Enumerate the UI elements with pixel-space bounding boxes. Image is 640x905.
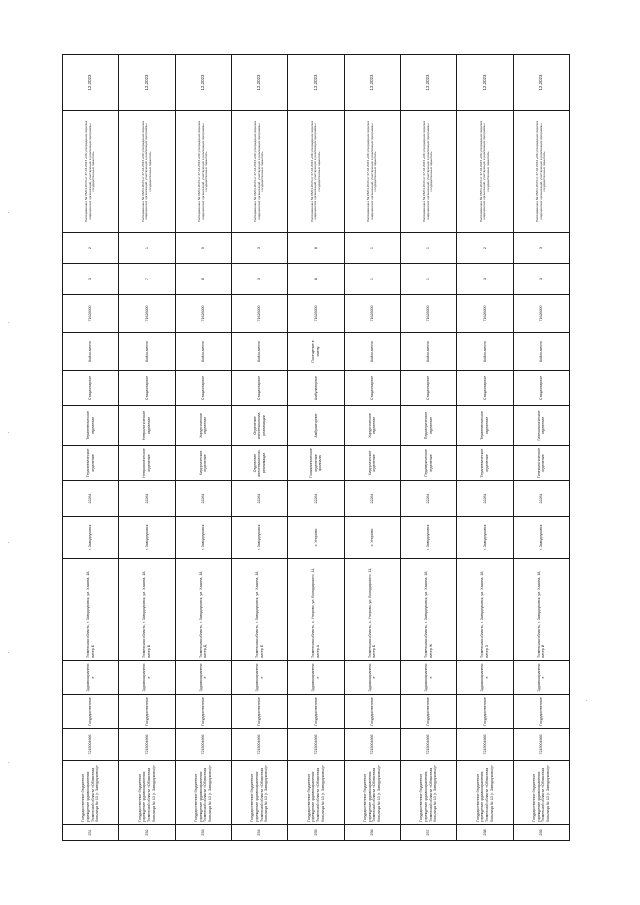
organization-name-cell: Государственное бюджетное учреждение здравоохранения Тюменской области «Областная больница № 13 (г. Заводоуковск)» [457, 761, 513, 825]
organization-name-cell: Государственное бюджетное учреждение здравоохранения Тюменской области «Областная больница № 13 (г. Заводоуковск)» [288, 761, 344, 825]
oktmo-code-cell: 71626000 [231, 295, 287, 333]
locality-cell: г. Заводоуковск [175, 517, 231, 559]
legal-basis-cell: Распоряжение № 05/04-2023 от 27.02.2023 «Об утверждении перечня медицинских организаций, участвующих в реализации программы государственных гарантий» [231, 111, 287, 233]
code-cell: 22264 [344, 481, 400, 517]
department-cell: Поликлиническое отделение филиала [288, 446, 344, 481]
measure-unit-cell: Койко-место [119, 333, 175, 371]
row-number-cell: 252 [119, 825, 175, 841]
organization-name-cell: Государственное бюджетное учреждение здравоохранения Тюменской области «Областная больница № 13 (г. Заводоуковск)» [119, 761, 175, 825]
inn-code-cell: 7215004666 [344, 729, 400, 761]
count-1-cell: 3 [231, 264, 287, 295]
oktmo-code-cell: 71626000 [400, 295, 456, 333]
activity-kind-cell: Здравоохранение [63, 661, 119, 695]
count-1-cell: 6 [175, 264, 231, 295]
scan-mark [8, 652, 9, 653]
address-cell: Тюменская область, г. Заводоуковск, ул. Хахина, 18, литер Е [231, 559, 287, 661]
period-cell: 12.2023 [288, 55, 344, 111]
inn-code-cell: 7215004666 [400, 729, 456, 761]
ownership-form-cell: Государственное [119, 695, 175, 729]
locality-cell: г. Заводоуковск [119, 517, 175, 559]
table-row [63, 55, 119, 841]
ownership-form-cell: Государственное [231, 695, 287, 729]
department-profile-cell: Отделение анестезиологии-реанимации [231, 406, 287, 446]
count-2-cell: 3 [513, 233, 569, 264]
period-cell: 12.2023 [513, 55, 569, 111]
oktmo-code-cell: 71626000 [175, 295, 231, 333]
inn-code-cell: 7215004666 [119, 729, 175, 761]
address-cell: Тюменская область, г. Заводоуковск, ул. Хахина, 18, литер З [457, 559, 513, 661]
period-cell: 12.2023 [400, 55, 456, 111]
count-1-cell: 7 [119, 264, 175, 295]
oktmo-code-cell: 71626000 [288, 295, 344, 333]
table-row [400, 55, 456, 841]
measure-unit-cell: Койко-место [231, 333, 287, 371]
table-row [457, 55, 513, 841]
legal-basis-cell: Распоряжение № 05/04-2023 от 27.02.2023 «Об утверждении перечня медицинских организаций, участвующих в реализации программы государственных гарантий» [400, 111, 456, 233]
inn-code-cell: 7215004666 [231, 729, 287, 761]
rotated-table-frame [62, 55, 570, 841]
activity-kind-cell: Здравоохранение [288, 661, 344, 695]
department-profile-cell: Гинекологическое отделение [513, 406, 569, 446]
oktmo-code-cell: 71626000 [119, 295, 175, 333]
table-row [231, 55, 287, 841]
department-cell: Хирургическое отделение [344, 446, 400, 481]
scan-mark [8, 762, 9, 763]
measure-unit-cell: Койко-место [400, 333, 456, 371]
period-cell: 12.2023 [175, 55, 231, 111]
code-cell: 22264 [63, 481, 119, 517]
row-number-cell: 254 [231, 825, 287, 841]
ownership-form-cell: Государственное [513, 695, 569, 729]
count-1-cell: 1 [344, 264, 400, 295]
count-2-cell: 0 [175, 233, 231, 264]
row-number-cell: 258 [457, 825, 513, 841]
count-2-cell: 2 [63, 233, 119, 264]
address-cell: Тюменская область, г. Заводоуковск, ул. Хахина, 18, литер И [513, 559, 569, 661]
inn-code-cell: 7215004666 [288, 729, 344, 761]
legal-basis-cell: Распоряжение № 05/04-2023 от 27.02.2023 «Об утверждении перечня медицинских организаций, участвующих в реализации программы государственных гарантий» [513, 111, 569, 233]
care-category-cell: Стационарное [175, 371, 231, 406]
code-cell: 22264 [400, 481, 456, 517]
oktmo-code-cell: 71626000 [63, 295, 119, 333]
address-cell: Тюменская область, г. Заводоуковск, ул. Хахина, 18, литер Д [175, 559, 231, 661]
count-2-cell: 8 [288, 233, 344, 264]
organization-name-cell: Государственное бюджетное учреждение здравоохранения Тюменской области «Областная больница № 13 (г. Заводоуковск)» [231, 761, 287, 825]
organization-name-cell: Государственное бюджетное учреждение здравоохранения Тюменской области «Областная больница № 13 (г. Заводоуковск)» [175, 761, 231, 825]
period-cell: 12.2023 [457, 55, 513, 111]
address-cell: Тюменская область, г. Заводоуковск, ул. Хахина, 18, литер Б [63, 559, 119, 661]
table-row [513, 55, 569, 841]
code-cell: 22264 [457, 481, 513, 517]
legal-basis-cell: Распоряжение № 05/04-2023 от 27.02.2023 «Об утверждении перечня медицинских организаций, участвующих в реализации программы государственных гарантий» [119, 111, 175, 233]
row-number-cell: 251 [63, 825, 119, 841]
department-profile-cell: Терапевтическое отделение [63, 406, 119, 446]
department-profile-cell: Терапевтическое отделение [457, 406, 513, 446]
locality-cell: г. Заводоуковск [400, 517, 456, 559]
activity-kind-cell: Здравоохранение [457, 661, 513, 695]
period-cell: 12.2023 [119, 55, 175, 111]
locality-cell: г. Заводоуковск [513, 517, 569, 559]
department-cell: Неврологическое отделение [119, 446, 175, 481]
organization-name-cell: Государственное бюджетное учреждение здравоохранения Тюменской области «Областная больница № 13 (г. Заводоуковск)» [400, 761, 456, 825]
locality-cell: г. Заводоуковск [63, 517, 119, 559]
count-1-cell: 3 [63, 264, 119, 295]
care-category-cell: Стационарное [119, 371, 175, 406]
period-cell: 12.2023 [344, 55, 400, 111]
code-cell: 22264 [119, 481, 175, 517]
oktmo-code-cell: 71626000 [457, 295, 513, 333]
ownership-form-cell: Государственное [288, 695, 344, 729]
table-row [119, 55, 175, 841]
department-cell: Терапевтическое отделение [457, 446, 513, 481]
care-category-cell: Стационарное [63, 371, 119, 406]
department-profile-cell: Неврологическое отделение [119, 406, 175, 446]
department-profile-cell: Хирургическое отделение [175, 406, 231, 446]
count-2-cell: 1 [119, 233, 175, 264]
inn-code-cell: 7215004666 [513, 729, 569, 761]
organization-name-cell: Государственное бюджетное учреждение здравоохранения Тюменской области «Областная больница № 13 (г. Заводоуковск)» [344, 761, 400, 825]
scan-mark [8, 432, 9, 433]
code-cell: 22264 [513, 481, 569, 517]
legal-basis-cell: Распоряжение № 05/04-2023 от 27.02.2023 «Об утверждении перечня медицинских организаций, участвующих в реализации программы государственных гарантий» [288, 111, 344, 233]
address-cell: Тюменская область, г. Заводоуковск, ул. Хахина, 18, литер Ж [400, 559, 456, 661]
activity-kind-cell: Здравоохранение [344, 661, 400, 695]
care-category-cell: Стационарное [457, 371, 513, 406]
legal-basis-cell: Распоряжение № 05/04-2023 от 27.02.2023 «Об утверждении перечня медицинских организаций, участвующих в реализации программы государственных гарантий» [457, 111, 513, 233]
care-category-cell: Стационарное [231, 371, 287, 406]
legal-basis-cell: Распоряжение № 05/04-2023 от 27.02.2023 «Об утверждении перечня медицинских организаций, участвующих в реализации программы государственных гарантий» [344, 111, 400, 233]
inn-code-cell: 7215004666 [175, 729, 231, 761]
count-1-cell: 8 [288, 264, 344, 295]
row-number-cell: 257 [400, 825, 456, 841]
care-category-cell: Стационарное [513, 371, 569, 406]
scan-mark [8, 212, 9, 213]
row-number-cell: 259 [513, 825, 569, 841]
ownership-form-cell: Государственное [457, 695, 513, 729]
care-category-cell: Стационарное [400, 371, 456, 406]
code-cell: 22264 [231, 481, 287, 517]
locality-cell: г. Заводоуковск [231, 517, 287, 559]
activity-kind-cell: Здравоохранение [400, 661, 456, 695]
row-number-cell: 253 [175, 825, 231, 841]
row-number-cell: 256 [344, 825, 400, 841]
department-cell: Хирургическое отделение [175, 446, 231, 481]
care-category-cell: Амбулаторное [288, 371, 344, 406]
locality-cell: с. Упорово [288, 517, 344, 559]
legal-basis-cell: Распоряжение № 05/04-2023 от 27.02.2023 «Об утверждении перечня медицинских организаций, участвующих в реализации программы государственных гарантий» [63, 111, 119, 233]
address-cell: Тюменская область, с. Упорово, ул. Володарского, 11, литер А [288, 559, 344, 661]
activity-kind-cell: Здравоохранение [119, 661, 175, 695]
inn-code-cell: 7215004666 [63, 729, 119, 761]
count-2-cell: 1 [344, 233, 400, 264]
period-cell: 12.2023 [63, 55, 119, 111]
measure-unit-cell: Койко-место [175, 333, 231, 371]
measure-unit-cell: Койко-место [344, 333, 400, 371]
department-profile-cell: Амбулаторное [288, 406, 344, 446]
department-cell: Педиатрическое отделение [400, 446, 456, 481]
department-cell: Терапевтическое отделение [63, 446, 119, 481]
table-row [288, 55, 344, 841]
code-cell: 22264 [175, 481, 231, 517]
count-2-cell: 1 [400, 233, 456, 264]
activity-kind-cell: Здравоохранение [231, 661, 287, 695]
address-cell: Тюменская область, г. Заводоуковск, ул. Хахина, 18, литер В [119, 559, 175, 661]
oktmo-code-cell: 71626000 [513, 295, 569, 333]
inn-code-cell: 7215004666 [457, 729, 513, 761]
measure-unit-cell: Койко-место [457, 333, 513, 371]
care-category-cell: Стационарное [344, 371, 400, 406]
count-2-cell: 2 [457, 233, 513, 264]
locality-cell: г. Заводоуковск [457, 517, 513, 559]
organization-name-cell: Государственное бюджетное учреждение здравоохранения Тюменской области «Областная больница № 13 (г. Заводоуковск)» [513, 761, 569, 825]
legal-basis-cell: Распоряжение № 05/04-2023 от 27.02.2023 «Об утверждении перечня медицинских организаций, участвующих в реализации программы государственных гарантий» [175, 111, 231, 233]
activity-kind-cell: Здравоохранение [513, 661, 569, 695]
locality-cell: с. Упорово [344, 517, 400, 559]
department-profile-cell: Педиатрическое отделение [400, 406, 456, 446]
table-row [344, 55, 400, 841]
measure-unit-cell: Койко-место [63, 333, 119, 371]
ownership-form-cell: Государственное [175, 695, 231, 729]
code-cell: 22264 [288, 481, 344, 517]
count-1-cell: 3 [513, 264, 569, 295]
registry-table [62, 54, 570, 841]
count-2-cell: 3 [231, 233, 287, 264]
scan-mark [8, 322, 9, 323]
department-cell: Отделение анестезиологии-реанимации [231, 446, 287, 481]
activity-kind-cell: Здравоохранение [175, 661, 231, 695]
scan-mark [8, 542, 9, 543]
count-1-cell: 3 [457, 264, 513, 295]
scan-mark [586, 700, 587, 701]
measure-unit-cell: Койко-место [513, 333, 569, 371]
row-number-cell: 255 [288, 825, 344, 841]
table-row [175, 55, 231, 841]
oktmo-code-cell: 71626000 [344, 295, 400, 333]
ownership-form-cell: Государственное [400, 695, 456, 729]
department-profile-cell: Хирургическое отделение [344, 406, 400, 446]
ownership-form-cell: Государственное [63, 695, 119, 729]
period-cell: 12.2023 [231, 55, 287, 111]
ownership-form-cell: Государственное [344, 695, 400, 729]
measure-unit-cell: Посещение в смену [288, 333, 344, 371]
address-cell: Тюменская область, с. Упорово, ул. Володарского, 11, литер Б [344, 559, 400, 661]
count-1-cell: 1 [400, 264, 456, 295]
organization-name-cell: Государственное бюджетное учреждение здравоохранения Тюменской области «Областная больница № 13 (г. Заводоуковск)» [63, 761, 119, 825]
department-cell: Гинекологическое отделение [513, 446, 569, 481]
